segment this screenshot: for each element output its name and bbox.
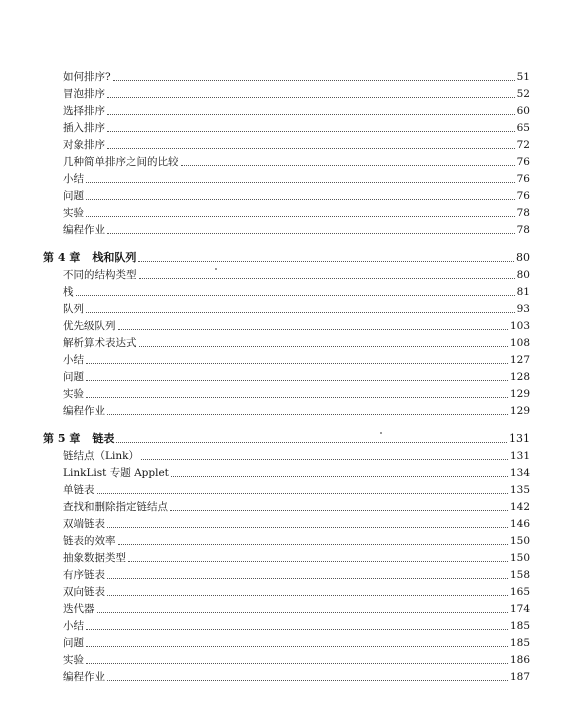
toc-entry-title: 编程作业	[63, 224, 105, 236]
dot-leader	[118, 328, 508, 330]
toc-entry-title: 问题	[63, 371, 84, 383]
chapter-title: 链表	[92, 432, 115, 445]
toc-entry-title: 有序链表	[63, 569, 105, 581]
toc-entry	[63, 318, 530, 334]
toc-entry-page: 150	[509, 535, 530, 547]
toc-entry-title: 双向链表	[63, 586, 105, 598]
toc-entry-title: 实验	[63, 207, 84, 219]
dot-leader	[86, 379, 508, 381]
toc-entry-title: 冒泡排序	[63, 88, 105, 100]
toc-entry	[63, 137, 530, 153]
dot-leader	[107, 679, 508, 681]
dot-leader	[86, 198, 515, 200]
toc-entry	[63, 533, 530, 549]
toc-entry-title: 插入排序	[63, 122, 105, 134]
chapter-number: 第 4 章	[43, 251, 81, 264]
toc-entry-title: 编程作业	[63, 405, 105, 417]
toc-entry	[63, 267, 530, 283]
toc-entry-title: 编程作业	[63, 671, 105, 683]
toc-entry	[63, 284, 530, 300]
toc-entry	[63, 516, 530, 532]
toc-entry-page: 76	[516, 173, 530, 185]
toc-entry	[63, 86, 530, 102]
toc-entry-page: 134	[509, 467, 530, 479]
dot-leader	[118, 543, 508, 545]
toc-entry-title: 队列	[63, 303, 84, 315]
toc-entry-title: 小结	[63, 620, 84, 632]
chapter-page: 80	[516, 251, 530, 264]
dot-leader	[128, 560, 508, 562]
toc-entry	[63, 618, 530, 634]
toc-entry-title: 不同的结构类型	[63, 269, 137, 281]
toc-entry	[63, 352, 530, 368]
dot-leader	[107, 594, 508, 596]
toc-entry-page: 78	[516, 224, 530, 236]
toc-entry-page: 128	[509, 371, 530, 383]
dot-leader	[107, 526, 508, 528]
toc-entry	[63, 567, 530, 583]
dot-leader	[171, 475, 508, 477]
toc-entry	[63, 499, 530, 515]
toc-entry-title: 实验	[63, 388, 84, 400]
toc-entry-title: 迭代器	[63, 603, 95, 615]
toc-entry	[63, 482, 530, 498]
toc-entry-title: 实验	[63, 654, 84, 666]
dot-leader	[138, 260, 514, 262]
dot-leader	[141, 458, 508, 460]
toc-entry-page: 186	[509, 654, 530, 666]
dot-leader	[107, 413, 508, 415]
dot-leader	[139, 277, 515, 279]
toc-entry-page: 142	[509, 501, 530, 513]
toc-entry-page: 131	[509, 450, 530, 462]
dot-leader	[107, 113, 515, 115]
dot-leader	[113, 79, 515, 81]
toc-entry	[63, 652, 530, 668]
dot-leader	[86, 645, 508, 647]
toc-entry-title: 对象排序	[63, 139, 105, 151]
toc-entry	[63, 386, 530, 402]
toc-entry-page: 127	[509, 354, 530, 366]
toc-entry-page: 76	[516, 156, 530, 168]
dot-leader	[107, 577, 508, 579]
dot-leader	[86, 362, 508, 364]
toc-entry	[63, 550, 530, 566]
toc-entry	[63, 301, 530, 317]
chapter-heading	[43, 250, 530, 266]
chapter-number: 第 5 章	[43, 432, 81, 445]
toc-entry-title: 查找和删除指定链结点	[63, 501, 168, 513]
toc-entry-page: 185	[509, 620, 530, 632]
dot-leader	[116, 441, 507, 443]
toc-entry-page: 65	[516, 122, 530, 134]
scan-speck	[380, 432, 382, 434]
toc-entry	[63, 154, 530, 170]
toc-entry-title: 优先级队列	[63, 320, 116, 332]
dot-leader	[76, 294, 515, 296]
toc-entry-title: 解析算术表达式	[63, 337, 137, 349]
toc-entry-title: 链结点（Link）	[63, 450, 139, 462]
dot-leader	[97, 611, 508, 613]
toc-entry	[63, 635, 530, 651]
toc-entry-title: 小结	[63, 173, 84, 185]
toc-entry-title: 双端链表	[63, 518, 105, 530]
toc-entry	[63, 335, 530, 351]
toc-entry	[63, 465, 530, 481]
toc-entry	[63, 171, 530, 187]
toc-entry-page: 108	[509, 337, 530, 349]
dot-leader	[181, 164, 515, 166]
toc-entry-title: 栈	[63, 286, 74, 298]
toc-entry-page: 150	[509, 552, 530, 564]
toc-entry	[63, 222, 530, 238]
toc-entry-title: LinkList 专题 Applet	[63, 467, 169, 479]
toc-entry-title: 如何排序?	[63, 71, 111, 83]
dot-leader	[107, 96, 515, 98]
toc-entry-page: 187	[509, 671, 530, 683]
toc-entry-title: 问题	[63, 637, 84, 649]
toc-entry-page: 135	[509, 484, 530, 496]
chapter-heading	[43, 431, 530, 447]
toc-entry-page: 103	[509, 320, 530, 332]
dot-leader	[107, 147, 515, 149]
dot-leader	[97, 492, 508, 494]
dot-leader	[170, 509, 508, 511]
toc-entry-page: 185	[509, 637, 530, 649]
dot-leader	[86, 662, 508, 664]
toc-entry-page: 78	[516, 207, 530, 219]
toc-entry-page: 158	[509, 569, 530, 581]
toc-entry	[63, 448, 530, 464]
toc-entry	[63, 601, 530, 617]
toc-entry-page: 165	[509, 586, 530, 598]
toc-entry-title: 几种简单排序之间的比较	[63, 156, 179, 168]
toc-entry-page: 129	[509, 405, 530, 417]
toc-entry	[63, 69, 530, 85]
toc-entry-page: 93	[516, 303, 530, 315]
toc-entry	[63, 120, 530, 136]
toc-entry	[63, 584, 530, 600]
chapter-title: 栈和队列	[92, 251, 137, 264]
dot-leader	[107, 232, 515, 234]
toc-entry-page: 80	[516, 269, 530, 281]
toc-entry-page: 81	[516, 286, 530, 298]
toc-entry-title: 链表的效率	[63, 535, 116, 547]
dot-leader	[86, 628, 508, 630]
toc-entry-page: 129	[509, 388, 530, 400]
toc-entry	[63, 188, 530, 204]
dot-leader	[107, 130, 515, 132]
toc-entry	[63, 369, 530, 385]
dot-leader	[86, 396, 508, 398]
dot-leader	[139, 345, 508, 347]
toc-entry-title: 选择排序	[63, 105, 105, 117]
toc-entry-page: 60	[516, 105, 530, 117]
toc-entry	[63, 669, 530, 685]
toc-entry-page: 52	[516, 88, 530, 100]
toc-entry-title: 小结	[63, 354, 84, 366]
toc-entry-page: 51	[516, 71, 530, 83]
toc-entry-page: 174	[509, 603, 530, 615]
chapter-page: 131	[509, 432, 530, 445]
toc-entry-page: 146	[509, 518, 530, 530]
toc-entry-title: 问题	[63, 190, 84, 202]
dot-leader	[86, 181, 515, 183]
dot-leader	[86, 311, 515, 313]
toc-entry	[63, 403, 530, 419]
scan-speck	[215, 268, 217, 270]
toc-entry	[63, 103, 530, 119]
toc-entry-page: 72	[516, 139, 530, 151]
dot-leader	[86, 215, 515, 217]
toc-entry	[63, 205, 530, 221]
toc-entry-title: 抽象数据类型	[63, 552, 126, 564]
toc-entry-page: 76	[516, 190, 530, 202]
toc-entry-title: 单链表	[63, 484, 95, 496]
